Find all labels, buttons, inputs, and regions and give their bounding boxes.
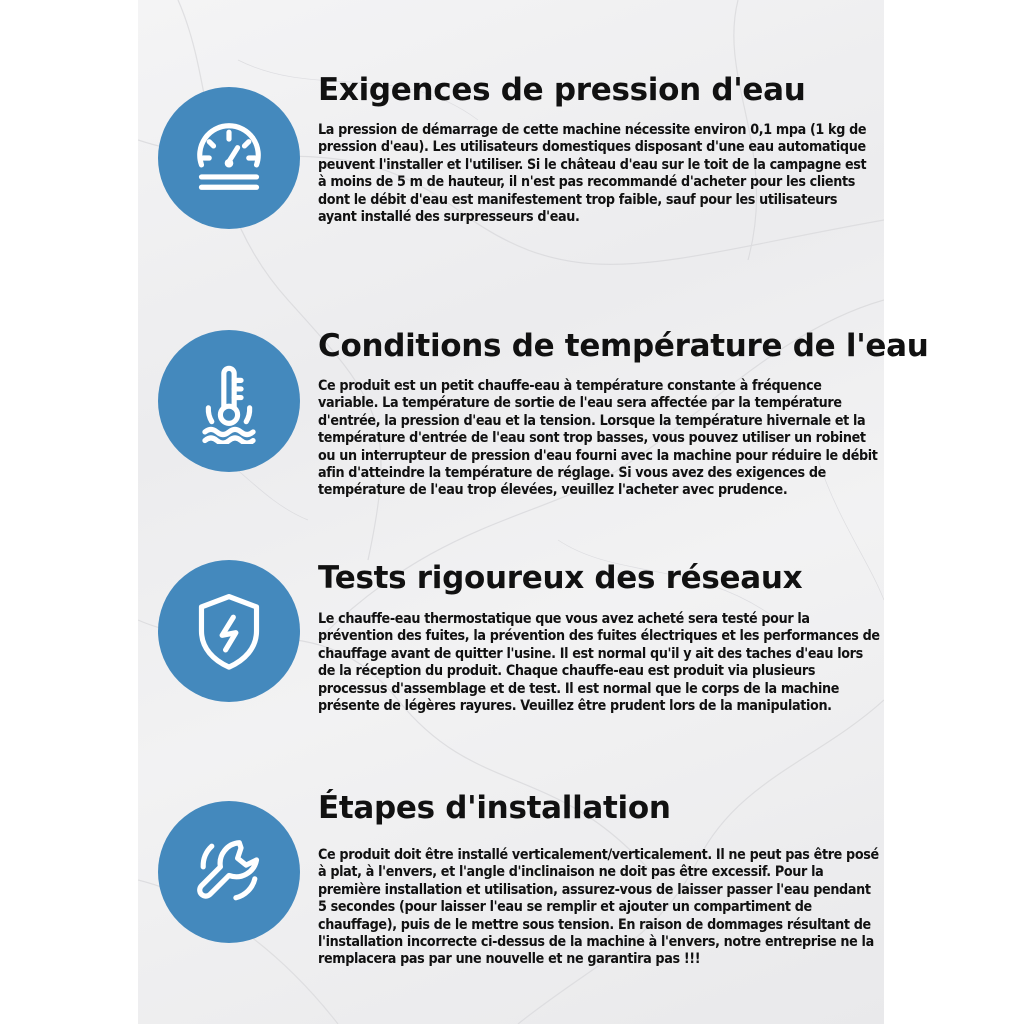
icon-circle xyxy=(158,801,300,943)
icon-circle xyxy=(158,560,300,702)
section-text: La pression de démarrage de cette machine nécessite environ 0,1 mpa (1 kg de pression d'eau). Les utilisateurs domestiques disposant d'une eau automatique peuvent l'installer et l'utiliser. Si le château d'eau sur le toit de la campagne est à moins de 5 m de hauteur, il n'est pas recommandé d'acheter pour les clients dont le débit d'eau est manifestement trop faible, sauf pour les utilisateurs ayant installé des surpresseurs d'eau. xyxy=(318,122,867,226)
section-text: Le chauffe-eau thermostatique que vous avez acheté sera testé pour la prévention des fuites, la prévention des fuites électriques et les performances de chauffage avant de quitter l'usine. Il est normal qu'il y ait des taches d'eau lors de la réception du produit. Chaque chauffe-eau est produit via plusieurs processus d'assemblage et de test. Il est normal que le corps de la machine présente de légères rayures. Veuillez être prudent lors de la manipulation. xyxy=(318,611,880,715)
icon-circle xyxy=(158,87,300,229)
shield-lightning-icon xyxy=(186,588,272,674)
section-text: Ce produit est un petit chauffe-eau à température constante à fréquence variable. La température de sortie de l'eau sera affectée par la température d'entrée, la pression d'eau et la tension. Lorsque la température hivernale et la température d'entrée de l'eau sont trop basses, vous pouvez utiliser un robinet ou un interrupteur de pression d'eau fourni avec la machine pour réduire le débit afin d'atteindre la température de réglage. Si vous avez des exigences de température de l'eau trop élevées, veuillez l'acheter avec prudence. xyxy=(318,378,878,499)
thermometer-icon xyxy=(186,358,272,444)
section-title: Étapes d'installation xyxy=(318,790,671,826)
gauge-icon xyxy=(186,115,272,201)
section-title: Conditions de température de l'eau xyxy=(318,328,929,364)
wrench-icon xyxy=(186,829,272,915)
section-title: Exigences de pression d'eau xyxy=(318,72,806,108)
section-title: Tests rigoureux des réseaux xyxy=(318,560,803,596)
icon-circle xyxy=(158,330,300,472)
section-text: Ce produit doit être installé verticalement/verticalement. Il ne peut pas être posé à plat, à l'envers, et l'angle d'inclinaison ne doit pas être excessif. Pour la première installation et utilisation, assurez-vous de laisser passer l'eau pendant 5 secondes (pour laisser l'eau se remplir et ajouter un compartiment de chauffage), puis de le mettre sous tension. En raison de dommages résultant de l'installation incorrecte ci-dessus de la machine à l'envers, notre entreprise ne la remplacera pas par une nouvelle et ne garantira pas !!! xyxy=(318,847,879,968)
